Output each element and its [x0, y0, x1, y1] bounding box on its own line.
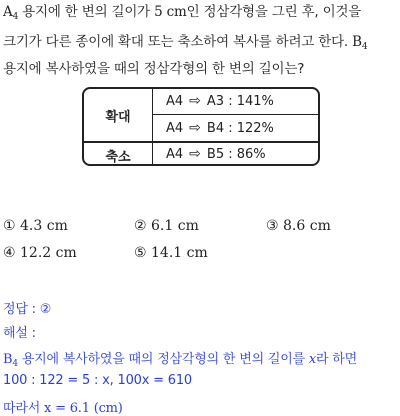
option-5[interactable]: ⑤ 14.1 cm — [134, 245, 208, 261]
option-1[interactable]: ① 4.3 cm — [3, 218, 68, 234]
arrow-icon: ⇨ — [189, 93, 201, 109]
question-text-4: 용지에 복사하였을 때의 정삼각형의 한 변의 길이는? — [3, 61, 305, 77]
paper-a-sub: 4 — [12, 12, 19, 22]
question-line-1 — [3, 3, 361, 26]
arrow-icon: ⇨ — [189, 120, 201, 136]
copy-ratio-table — [82, 87, 320, 166]
table-row: A4 ⇨ B4 : 122% — [166, 120, 274, 136]
table-divider-middle — [152, 114, 318, 115]
paper-b: B — [352, 34, 362, 50]
paper-a: A — [3, 4, 13, 20]
paper-b-sub: 4 — [361, 42, 368, 52]
enlarge-label: 확대 — [105, 110, 131, 125]
question-line-3 — [3, 60, 304, 78]
explanation-line-1: $B_4$ 용지에 복사하였을 때의 정삼각형의 한 변의 길이를 x라 하면 — [3, 352, 358, 369]
shrink-label: 축소 — [105, 150, 131, 165]
explanation-line-2: 100 : 122 = 5 : x, 100x = 610 — [3, 373, 192, 388]
question-text-2: 인 정삼각형을 그린 후, 이것을 — [186, 4, 362, 20]
question-text-3: 크기가 다른 종이에 확대 또는 축소하여 복사를 하려고 한다. — [3, 34, 353, 50]
arrow-icon: ⇨ — [189, 146, 201, 162]
option-3[interactable]: ③ 8.6 cm — [266, 218, 331, 234]
option-2[interactable]: ② 6.1 cm — [134, 218, 199, 234]
explanation-label: 해설 : — [3, 326, 36, 341]
answer-label: 정답 : ② — [3, 302, 52, 317]
question-text-1: 용지에 한 변의 길이가 — [18, 4, 155, 20]
table-row: A4 ⇨ A3 : 141% — [166, 93, 274, 109]
table-divider-vertical — [152, 89, 153, 164]
explanation-line-3: 따라서 x = 6.1 (cm) — [3, 401, 123, 416]
side-length: 5 cm — [154, 4, 187, 20]
table-row: A4 ⇨ B5 : 86% — [166, 146, 266, 162]
question-line-2 — [3, 33, 367, 56]
option-4[interactable]: ④ 12.2 cm — [3, 245, 77, 261]
table-divider-full — [84, 141, 318, 143]
